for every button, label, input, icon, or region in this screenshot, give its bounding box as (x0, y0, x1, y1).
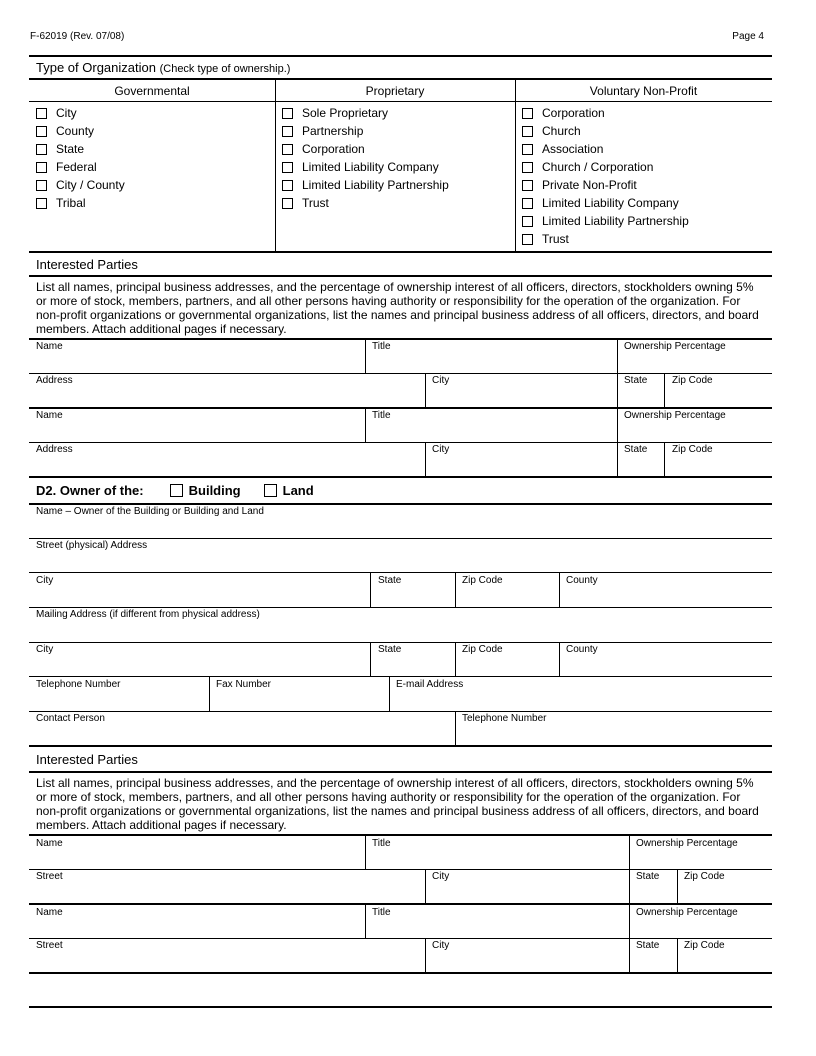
divider (29, 607, 772, 608)
divider (29, 78, 772, 80)
contact-telephone-label: Telephone Number (462, 713, 547, 724)
option-label: Corporation (542, 106, 605, 120)
option-city-county[interactable] (36, 178, 125, 192)
cell-divider (559, 572, 560, 607)
zip-label: Zip Code (684, 940, 725, 951)
state-label: State (378, 644, 402, 655)
checkbox[interactable] (522, 180, 533, 191)
cell-divider (425, 938, 426, 973)
checkbox[interactable] (282, 198, 293, 209)
divider (29, 972, 772, 974)
option-label: Tribal (56, 196, 86, 210)
city-label: City (432, 375, 450, 386)
option-llp[interactable] (282, 178, 449, 192)
d2-heading-label: D2. Owner of the: (36, 483, 144, 498)
option-label: Partnership (302, 124, 364, 138)
cell-divider (455, 572, 456, 607)
contact-person-label: Contact Person (36, 713, 105, 724)
divider (29, 55, 772, 57)
option-partnership[interactable] (282, 124, 363, 138)
interested-parties-instructions: List all names, principal business addresses, and the percentage of ownership interest of all officers, directors, stockholders owning 5% or more of stock, members, partners, and all other persons having authority or responsibility for the operation of the organization. For non-profit organizations or governmental organizations, list the names and principal business address of all officers, directors, and board members. Attach additional pages if necessary. (36, 280, 759, 336)
checkbox[interactable] (36, 108, 47, 119)
option-trust[interactable] (282, 196, 329, 210)
cell-divider (425, 442, 426, 477)
cell-divider (365, 408, 366, 442)
zip-label: Zip Code (684, 871, 725, 882)
divider (29, 903, 772, 905)
option-county[interactable] (36, 124, 94, 138)
divider (29, 711, 772, 712)
ownership-label: Ownership Percentage (624, 341, 726, 352)
bottom-rule (29, 1006, 772, 1008)
checkbox[interactable] (522, 216, 533, 227)
checkbox[interactable] (36, 198, 47, 209)
option-tribal[interactable] (36, 196, 86, 210)
county-label: County (566, 575, 598, 586)
land-checkbox[interactable] (264, 484, 277, 497)
option-federal[interactable] (36, 160, 97, 174)
divider (29, 938, 772, 939)
option-label: Sole Proprietary (302, 106, 389, 120)
divider (29, 572, 772, 573)
cell-divider (209, 676, 210, 711)
divider (29, 407, 772, 409)
col-divider (515, 79, 516, 251)
option-llc[interactable] (282, 160, 439, 174)
cell-divider (370, 642, 371, 677)
option-label: Corporation (302, 142, 365, 156)
cell-divider (559, 642, 560, 677)
divider (29, 251, 772, 253)
telephone-label: Telephone Number (36, 679, 121, 690)
city-label: City (432, 871, 450, 882)
option-corporation[interactable] (282, 142, 365, 156)
cell-divider (425, 869, 426, 904)
state-label: State (624, 375, 648, 386)
cell-divider (455, 642, 456, 677)
interested-parties-instructions: List all names, principal business addresses, and the percentage of ownership interest of all officers, directors, stockholders owning 5% or more of stock, members, partners, and all other persons having authority or responsibility for the operation of the organization. For non-profit organizations or governmental organizations, list the names and principal business address of all officers, directors, and board members. Attach additional pages if necessary. (36, 776, 759, 832)
cell-divider (365, 339, 366, 373)
cell-divider (370, 572, 371, 607)
option-label: City (56, 106, 77, 120)
option-np-llp[interactable] (522, 214, 689, 228)
divider (29, 338, 772, 340)
divider (29, 869, 772, 870)
city-label: City (432, 940, 450, 951)
email-label: E-mail Address (396, 679, 464, 690)
checkbox[interactable] (522, 198, 533, 209)
checkbox[interactable] (282, 162, 293, 173)
state-label: State (378, 575, 402, 586)
option-label: City / County (56, 178, 125, 192)
divider (29, 771, 772, 773)
option-label: Church (542, 124, 581, 138)
title-label: Title (372, 410, 391, 421)
interested-parties-title: Interested Parties (36, 752, 138, 767)
cell-divider (677, 869, 678, 904)
street-label: Street (36, 940, 63, 951)
cell-divider (365, 835, 366, 869)
zip-label: Zip Code (672, 444, 713, 455)
interested-parties-title: Interested Parties (36, 257, 138, 272)
option-np-corporation[interactable] (522, 106, 605, 120)
zip-label: Zip Code (462, 575, 503, 586)
cell-divider (677, 938, 678, 973)
fax-label: Fax Number (216, 679, 272, 690)
option-association[interactable] (522, 142, 603, 156)
ownership-label: Ownership Percentage (636, 838, 738, 849)
divider (29, 101, 772, 102)
divider (29, 834, 772, 836)
cell-divider (455, 711, 456, 746)
col-head-proprietary: Proprietary (365, 84, 425, 98)
state-label: State (636, 871, 660, 882)
building-checkbox[interactable] (170, 484, 183, 497)
checkbox[interactable] (282, 144, 293, 155)
option-label: State (56, 142, 85, 156)
checkbox[interactable] (36, 144, 47, 155)
city-label: City (36, 644, 54, 655)
cell-divider (664, 373, 665, 408)
name-label: Name (36, 838, 63, 849)
divider (29, 642, 772, 643)
option-label: Federal (56, 160, 97, 174)
zip-label: Zip Code (672, 375, 713, 386)
option-np-trust[interactable] (522, 232, 569, 246)
checkbox[interactable] (522, 234, 533, 245)
mailing-address-label: Mailing Address (if different from physical address) (36, 609, 260, 620)
divider (29, 676, 772, 677)
cell-divider (389, 676, 390, 711)
street-label: Street (36, 871, 63, 882)
county-label: County (566, 644, 598, 655)
checkbox[interactable] (282, 180, 293, 191)
option-label: Trust (542, 232, 569, 246)
checkbox[interactable] (282, 108, 293, 119)
ownership-label: Ownership Percentage (636, 907, 738, 918)
checkbox[interactable] (36, 126, 47, 137)
divider (29, 442, 772, 443)
col-head-governmental: Governmental (114, 84, 190, 98)
state-label: State (624, 444, 648, 455)
name-label: Name (36, 907, 63, 918)
checkbox[interactable] (522, 108, 533, 119)
option-np-llc[interactable] (522, 196, 679, 210)
page-number: Page 4 (732, 31, 764, 42)
checkbox[interactable] (36, 180, 47, 191)
d2-heading (36, 483, 314, 498)
title-label: Title (372, 907, 391, 918)
option-label: Private Non-Profit (542, 178, 637, 192)
divider (29, 745, 772, 747)
city-label: City (432, 444, 450, 455)
building-label: Building (188, 483, 241, 498)
cell-divider (425, 373, 426, 408)
divider (29, 373, 772, 374)
title-label: Title (372, 341, 391, 352)
state-label: State (636, 940, 660, 951)
checkbox[interactable] (522, 162, 533, 173)
name-label: Name (36, 341, 63, 352)
option-label: Limited Liability Partnership (302, 178, 449, 192)
option-private-non-profit[interactable] (522, 178, 637, 192)
land-label: Land (282, 483, 314, 498)
divider (29, 538, 772, 539)
title-label: Title (372, 838, 391, 849)
checkbox[interactable] (282, 126, 293, 137)
option-sole-proprietary[interactable] (282, 106, 388, 120)
city-label: City (36, 575, 54, 586)
owner-name-label: Name – Owner of the Building or Building and Land (36, 506, 264, 517)
option-label: County (56, 124, 95, 138)
street-address-label: Street (physical) Address (36, 540, 148, 551)
col-head-voluntary: Voluntary Non-Profit (589, 84, 698, 98)
option-label: Limited Liability Partnership (542, 214, 689, 228)
divider (29, 476, 772, 478)
checkbox[interactable] (522, 144, 533, 155)
address-label: Address (36, 375, 73, 386)
cell-divider (365, 904, 366, 938)
option-church-corporation[interactable] (522, 160, 653, 174)
cell-divider (664, 442, 665, 477)
option-state[interactable] (36, 142, 84, 156)
option-label: Association (542, 142, 604, 156)
option-church[interactable] (522, 124, 581, 138)
checkbox[interactable] (522, 126, 533, 137)
option-label: Limited Liability Company (542, 196, 679, 210)
name-label: Name (36, 410, 63, 421)
option-label: Limited Liability Company (302, 160, 439, 174)
form-id: F-62019 (Rev. 07/08) (30, 31, 125, 42)
divider (29, 503, 772, 505)
option-city[interactable] (36, 106, 77, 120)
col-divider (275, 79, 276, 251)
org-section-title: Type of Organization (Check type of ownership.) (36, 60, 291, 75)
zip-label: Zip Code (462, 644, 503, 655)
option-label: Trust (302, 196, 329, 210)
ownership-label: Ownership Percentage (624, 410, 726, 421)
address-label: Address (36, 444, 73, 455)
checkbox[interactable] (36, 162, 47, 173)
option-label: Church / Corporation (542, 160, 654, 174)
divider (29, 275, 772, 277)
